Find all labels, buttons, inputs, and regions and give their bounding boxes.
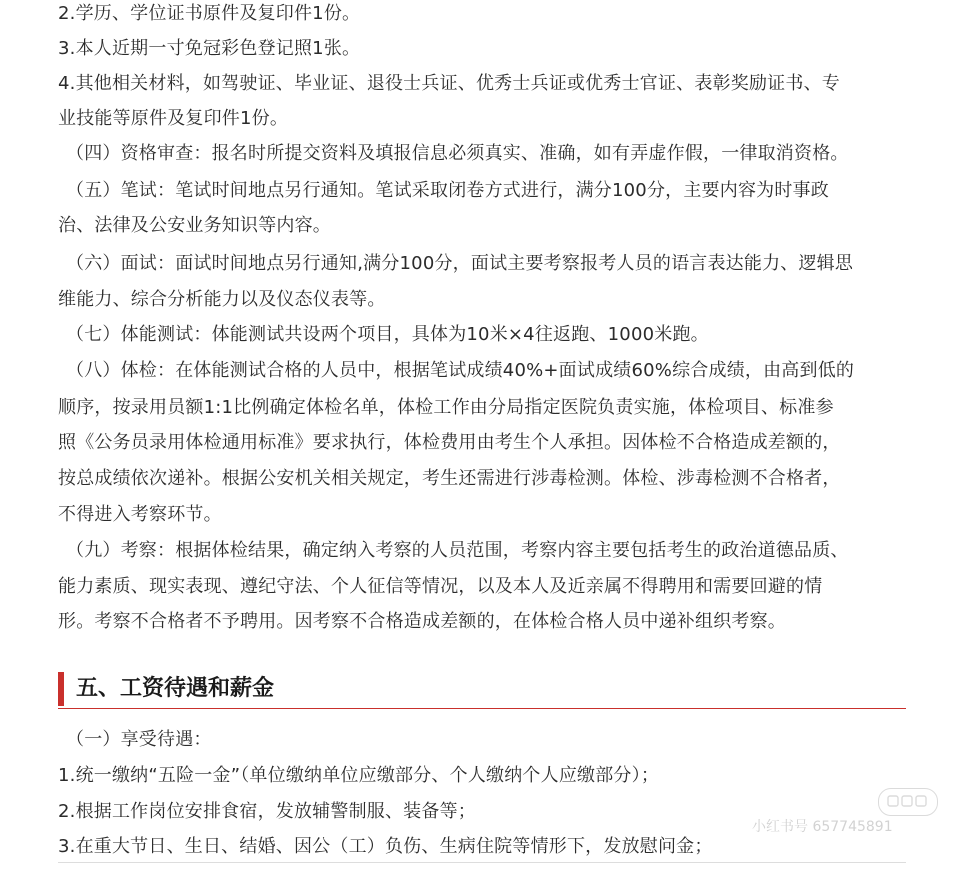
bottom-divider [58,862,906,863]
article-paragraph-line: 维能力、综合分析能力以及仪态仪表等。 [58,289,386,310]
article-paragraph-line: （六）面试：面试时间地点另行通知,满分100分，面试主要考察报考人员的语言表达能力、逻辑思 [66,253,854,274]
article-paragraph-line: 业技能等原件及复印件1份。 [58,108,289,129]
article-paragraph-line: 4.其他相关材料，如驾驶证、毕业证、退役士兵证、优秀士兵证或优秀士官证、表彰奖励证书、专 [58,73,840,94]
watermark-logo-glyph [887,793,929,809]
article-paragraph-line: 治、法律及公安业务知识等内容。 [58,215,331,236]
section-heading [58,670,906,709]
watermark-id-text: 小红书号 657745891 [752,819,893,835]
watermark-logo-icon [878,788,938,816]
section-title: 五、工资待遇和薪金 [76,676,275,701]
article-paragraph-line: 形。考察不合格者不予聘用。因考察不合格造成差额的，在体检合格人员中递补组织考察。 [58,611,786,632]
article-paragraph-line: 按总成绩依次递补。根据公安机关相关规定，考生还需进行涉毒检测。体检、涉毒检测不合格者， [58,468,841,489]
article-paragraph-line: （五）笔试：笔试时间地点另行通知。笔试采取闭卷方式进行，满分100分，主要内容为时事政 [66,180,829,201]
section-accent-bar [58,672,64,706]
watermark [752,788,942,838]
article-paragraph-line: （七）体能测试：体能测试共设两个项目，具体为10米×4往返跑、1000米跑。 [66,324,709,345]
article-paragraph-line: 2.根据工作岗位安排食宿，发放辅警制服、装备等； [58,801,476,822]
article-paragraph-line: （八）体检：在体能测试合格的人员中，根据笔试成绩40%+面试成绩60%综合成绩，由高到低的 [66,360,855,381]
article-paragraph-line: （四）资格审查：报名时所提交资料及填报信息必须真实、准确，如有弄虚作假，一律取消资格。 [66,143,849,164]
article-paragraph-line: （九）考察：根据体检结果，确定纳入考察的人员范围，考察内容主要包括考生的政治道德品质、 [66,540,849,561]
article-paragraph-line: （一）享受待遇： [66,729,212,750]
article-paragraph-line: 3.本人近期一寸免冠彩色登记照1张。 [58,38,361,59]
article-paragraph-line: 能力素质、现实表现、遵纪守法、个人征信等情况，以及本人及近亲属不得聘用和需要回避的情 [58,576,823,597]
article-paragraph-line: 照《公务员录用体检通用标准》要求执行，体检费用由考生个人承担。因体检不合格造成差额的， [58,432,841,453]
article-paragraph-line: 2.学历、学位证书原件及复印件1份。 [58,3,361,24]
article-paragraph-line: 3.在重大节日、生日、结婚、因公（工）负伤、生病住院等情形下，发放慰问金； [58,836,713,857]
article-paragraph-line: 1.统一缴纳“五险一金”（单位缴纳单位应缴部分、个人缴纳个人应缴部分）； [58,765,660,786]
article-paragraph-line: 不得进入考察环节。 [58,504,222,525]
article-paragraph-line: 顺序，按录用员额1:1比例确定体检名单，体检工作由分局指定医院负责实施，体检项目、标准参 [58,397,834,418]
